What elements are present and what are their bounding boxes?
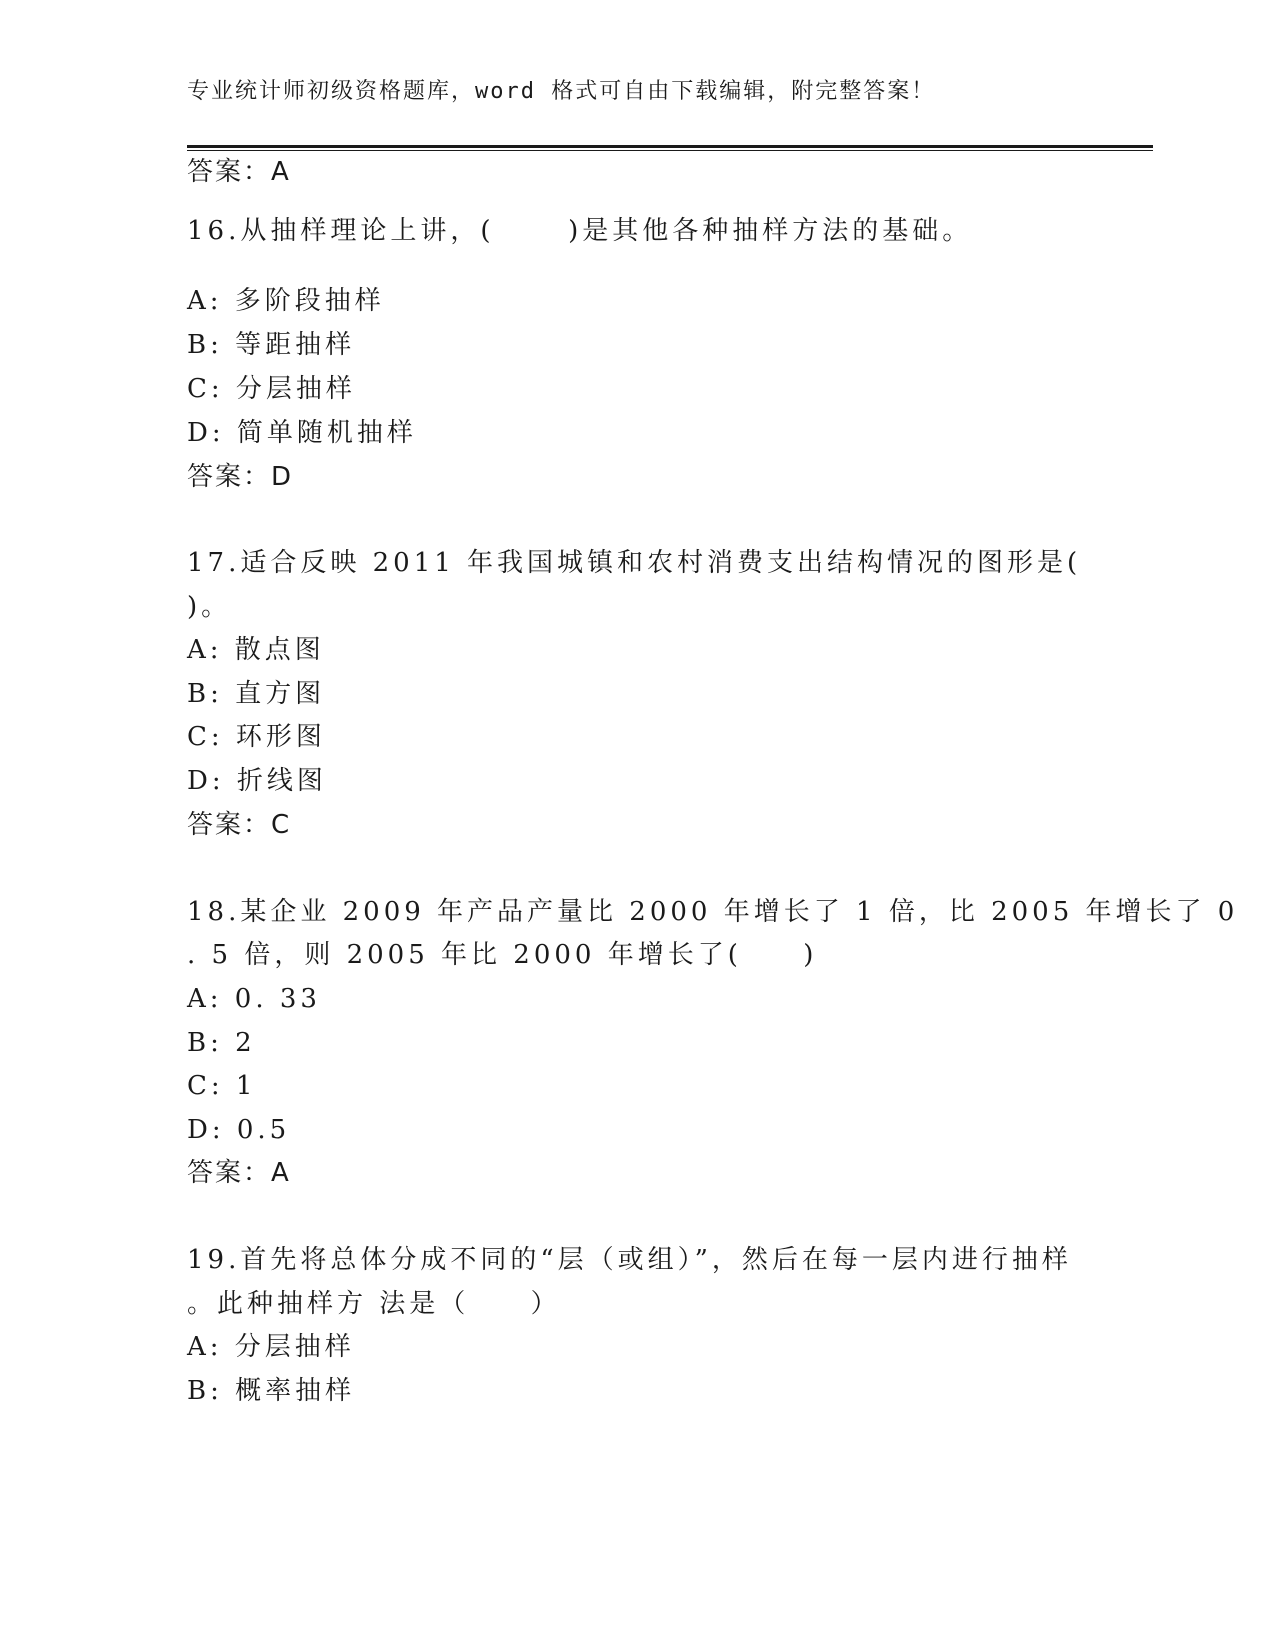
question-16-option-d: D: 简单随机抽样	[187, 418, 417, 448]
header-rule-thin	[187, 150, 1153, 151]
question-19-option-a: A: 分层抽样	[187, 1332, 355, 1362]
question-18-stem-line2: . 5 倍，则 2005 年比 2000 年增长了( )	[187, 940, 818, 970]
question-17-option-d: D: 折线图	[187, 766, 327, 796]
question-17-option-a: A: 散点图	[187, 635, 325, 665]
question-18-option-d: D: 0.5	[187, 1115, 291, 1145]
question-18-option-a: A: 0. 33	[187, 984, 321, 1014]
question-16-option-a: A: 多阶段抽样	[187, 286, 385, 316]
answer-15: 答案：A	[187, 157, 291, 187]
question-18-option-b: B: 2	[187, 1028, 256, 1058]
question-18-stem-line1: 18.某企业 2009 年产品产量比 2000 年增长了 1 倍，比 2005 年增长了 0	[187, 897, 1239, 927]
question-19-stem-line1: 19.首先将总体分成不同的“层（或组）”，然后在每一层内进行抽样	[187, 1245, 1072, 1275]
header-rule-thick	[187, 145, 1153, 148]
answer-17: 答案：C	[187, 810, 292, 840]
question-19-option-b: B: 概率抽样	[187, 1376, 356, 1406]
question-17-option-b: B: 直方图	[187, 679, 326, 709]
answer-18: 答案：A	[187, 1158, 291, 1188]
question-19-stem-line2: 。此种抽样方 法是（ ）	[187, 1289, 561, 1319]
question-17-stem-line2: )。	[187, 592, 232, 622]
question-16-stem: 16.从抽样理论上讲，( )是其他各种抽样方法的基础。	[187, 216, 973, 246]
page-header: 专业统计师初级资格题库，word 格式可自由下载编辑，附完整答案！	[187, 79, 936, 104]
question-18-option-c: C: 1	[187, 1071, 257, 1101]
question-17-option-c: C: 环形图	[187, 722, 326, 752]
question-16-option-c: C: 分层抽样	[187, 374, 356, 404]
question-16-option-b: B: 等距抽样	[187, 330, 356, 360]
answer-16: 答案：D	[187, 462, 294, 492]
question-17-stem-line1: 17.适合反映 2011 年我国城镇和农村消费支出结构情况的图形是(	[187, 548, 1082, 578]
